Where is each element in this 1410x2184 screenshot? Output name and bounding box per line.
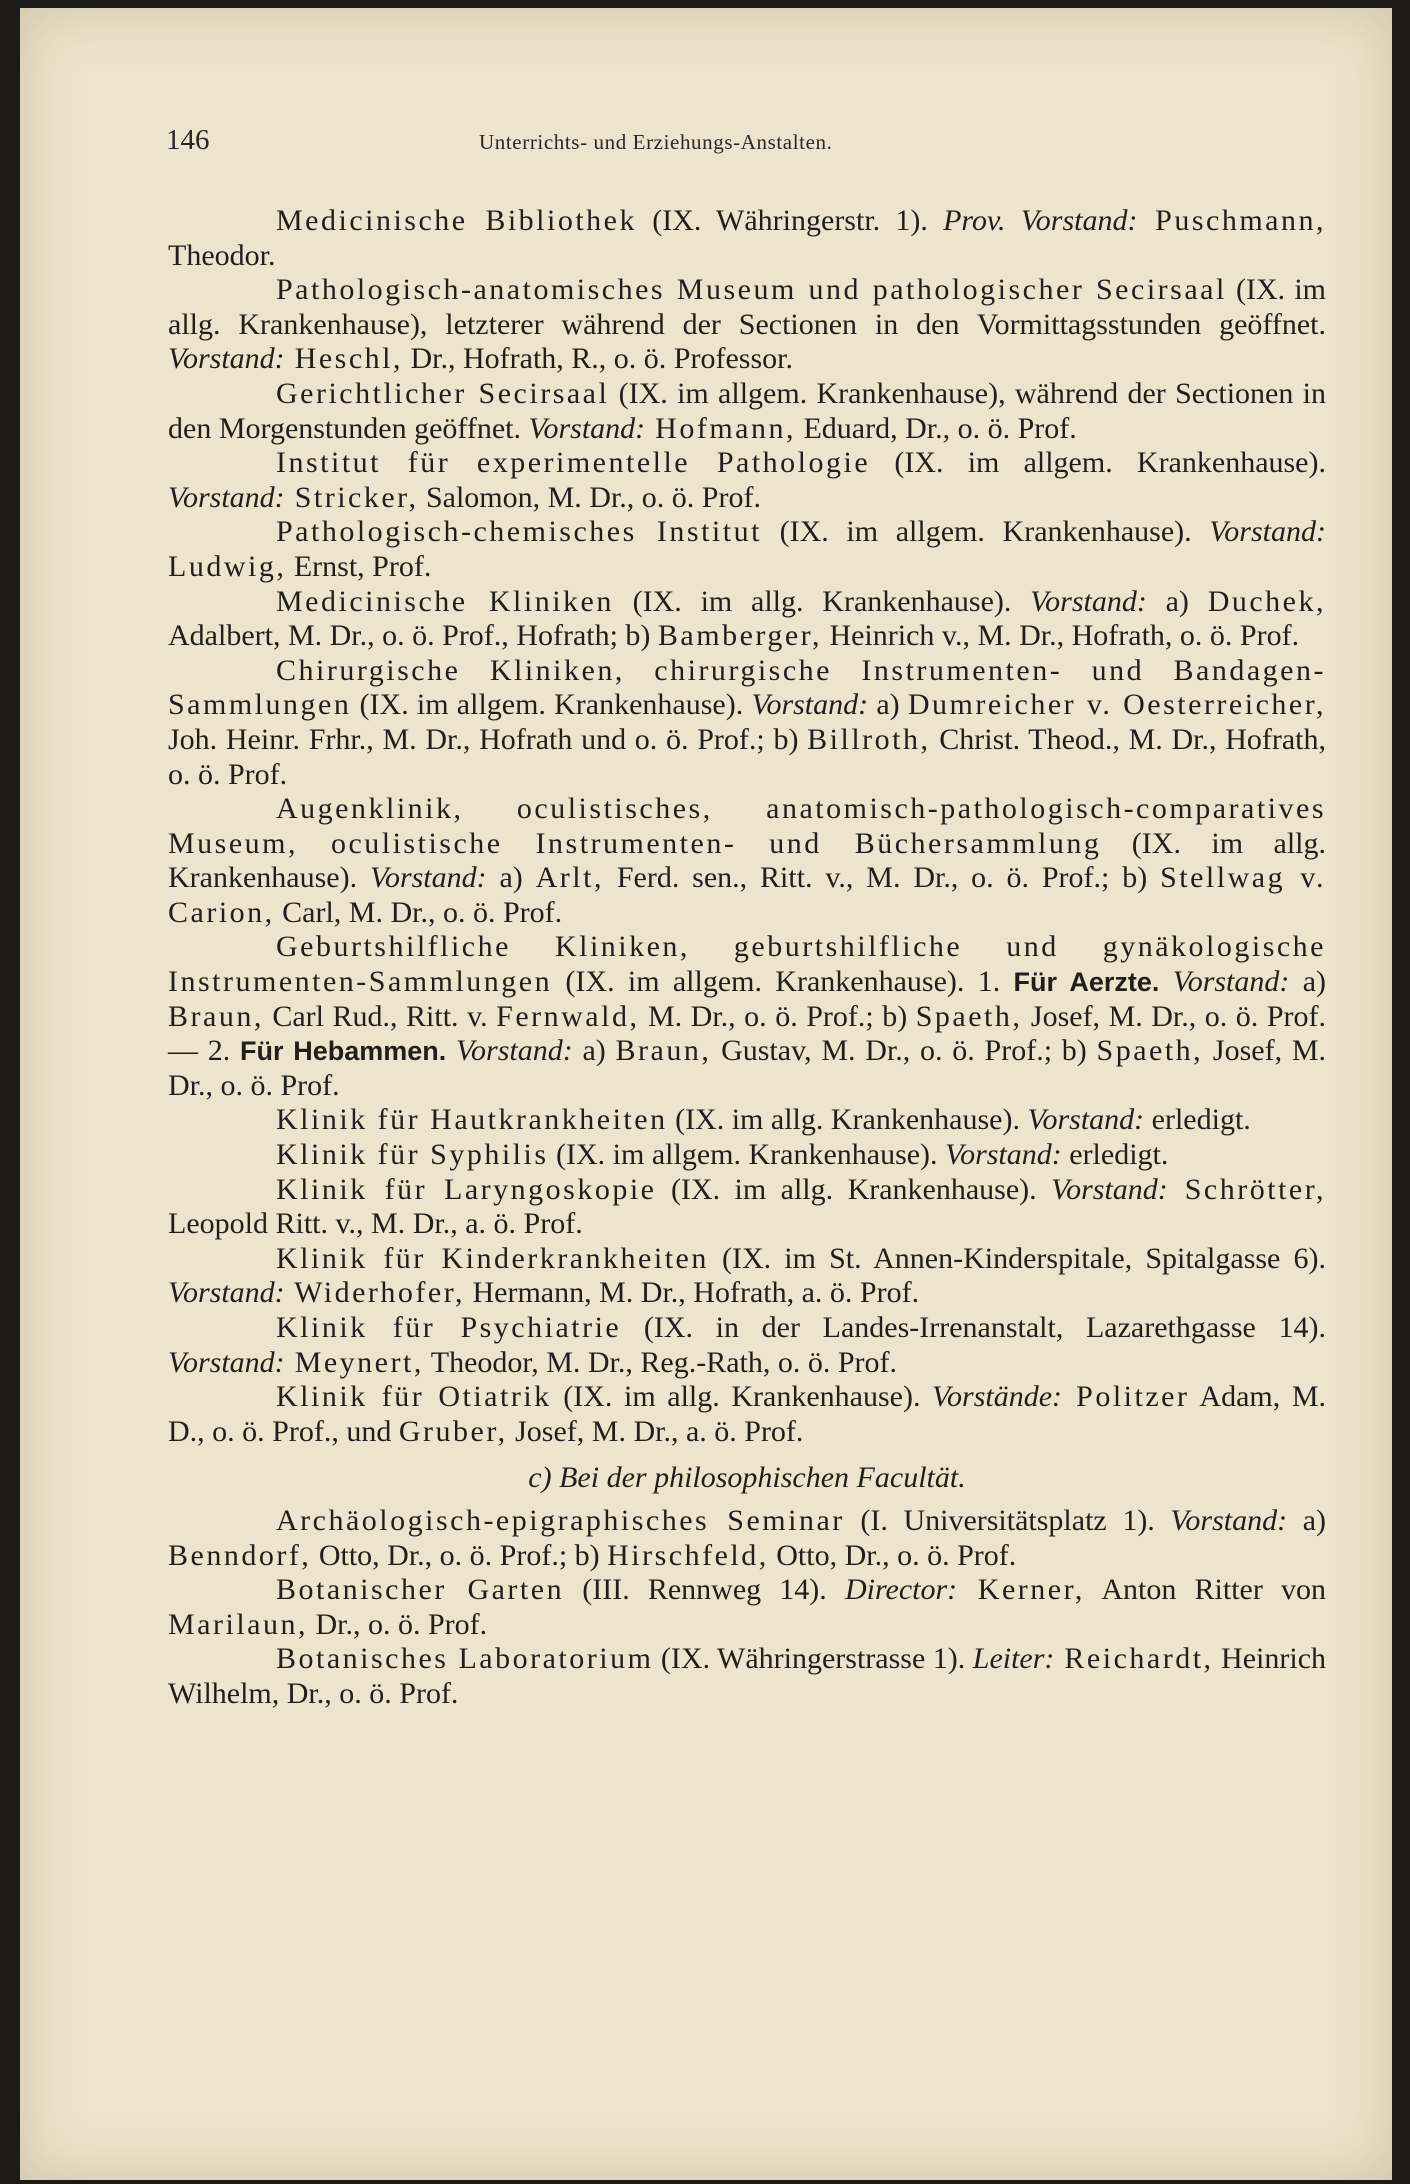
entry-botanisches-laboratorium: Botanisches Laboratorium (IX. Währingerstrasse 1). Leiter: Reichardt, Heinrich Wilhelm, Dr., o. ö. Prof. (168, 1642, 1327, 1710)
page-body (168, 204, 1326, 1712)
entry-klinik-syphilis: Klinik für Syphilis (IX. im allgem. Krankenhause). Vorstand: erledigt. (276, 1138, 1169, 1172)
book-page (20, 8, 1392, 2180)
entry-pathologisch-chemisches-institut: Pathologisch-chemisches Institut (IX. im allgem. Krankenhause). Vorstand: Ludwig, Ernst, Prof. (168, 515, 1326, 583)
entry-medicinische-kliniken: Medicinische Kliniken (IX. im allg. Krankenhause). Vorstand: a) Duchek, Adalbert, M. Dr., o. ö. Prof., Hofrath; b) Bamberger, Heinrich v., M. Dr., Hofrath, o. ö. Prof. (168, 584, 1326, 653)
entry-geburtshilfliche-kliniken: Geburtshilfliche Kliniken, geburtshilfliche und gynäkologische Instrumenten-Sammlungen (IX. im allgem. Krankenhause). 1. Für Aerzte. Vorstand: a) Braun, Carl Rud., Ritt. v. Fernwald, M. Dr., o. ö. Prof.; b) Spaeth, Josef, M. Dr., o. ö. Prof. — 2. Für Hebammen. Vorstand: a) Braun, Gustav, M. Dr., o. ö. Prof.; b) Spaeth, Josef, M. Dr., o. ö. Prof. (168, 930, 1326, 1102)
entry-pathologisch-anatomisches-museum: Pathologisch-anatomisches Museum und pathologischer Secirsaal (IX. im allg. Krankenhause), letzterer während der Sectionen in den Vormittagsstunden geöffnet. Vorstand: Heschl, Dr., Hofrath, R., o. ö. Professor. (168, 273, 1326, 376)
entry-gerichtlicher-secirsaal: Gerichtlicher Secirsaal (IX. im allgem. Krankenhause), während der Sectionen in den Morgenstunden geöffnet. Vorstand: Hofmann, Eduard, Dr., o. ö. Prof. (168, 376, 1327, 445)
entry-klinik-laryngoskopie: Klinik für Laryngoskopie (IX. im allg. Krankenhause). Vorstand: Schrötter, Leopold Ritt. v., M. Dr., a. ö. Prof. (168, 1172, 1327, 1241)
entry-klinik-psychiatrie: Klinik für Psychiatrie (IX. in der Landes-Irrenanstalt, Lazarethgasse 14). Vorstand: Meynert, Theodor, M. Dr., Reg.-Rath, o. ö. Prof. (168, 1311, 1327, 1379)
entry-medicinische-bibliothek: Medicinische Bibliothek (IX. Währingerstr. 1). Prov. Vorstand: Puschmann, Theodor. (168, 204, 1326, 272)
running-title: Unterrichts- und Erziehungs-Anstalten. (479, 130, 833, 154)
entry-klinik-kinderkrankheiten: Klinik für Kinderkrankheiten (IX. im St. Annen-Kinderspitale, Spitalgasse 6). Vorstand: Widerhofer, Hermann, M. Dr., Hofrath, a. ö. Prof. (168, 1241, 1326, 1310)
entry-klinik-otiatrik: Klinik für Otiatrik (IX. im allg. Krankenhause). Vorstände: Politzer Adam, M. D., o. ö. Prof., und Gruber, Josef, M. Dr., a. ö. Prof. (168, 1380, 1327, 1448)
page-number: 146 (166, 124, 210, 156)
entry-chirurgische-kliniken: Chirurgische Kliniken, chirurgische Instrumenten- und Bandagen-Sammlungen (IX. im allgem. Krankenhause). Vorstand: a) Dumreicher v. Oesterreicher, Joh. Heinr. Frhr., M. Dr., Hofrath und o. ö. Prof.; b) Billroth, Christ. Theod., M. Dr., Hofrath, o. ö. Prof. (168, 653, 1327, 791)
entry-klinik-hautkrankheiten: Klinik für Hautkrankheiten (IX. im allg. Krankenhause). Vorstand: erledigt. (276, 1103, 1251, 1137)
entry-augenklinik: Augenklinik, oculistisches, anatomisch-pathologisch-comparatives Museum, oculistische Instrumenten- und Büchersammlung (IX. im allg. Krankenhause). Vorstand: a) Arlt, Ferd. sen., Ritt. v., M. Dr., o. ö. Prof.; b) Stellwag v. Carion, Carl, M. Dr., o. ö. Prof. (168, 792, 1326, 929)
entry-institut-experimentelle-pathologie: Institut für experimentelle Pathologie (IX. im allgem. Krankenhause). Vorstand: Stricker, Salomon, M. Dr., o. ö. Prof. (168, 446, 1326, 514)
section-heading: c) Bei der philosophischen Facultät. (528, 1461, 966, 1495)
entry-archaeologisch-epigraphisches-seminar: Archäologisch-epigraphisches Seminar (I. Universitätsplatz 1). Vorstand: a) Benndorf, Otto, Dr., o. ö. Prof.; b) Hirschfeld, Otto, Dr., o. ö. Prof. (168, 1503, 1326, 1572)
entry-botanischer-garten: Botanischer Garten (III. Rennweg 14). Director: Kerner, Anton Ritter von Marilaun, Dr., o. ö. Prof. (168, 1573, 1327, 1641)
